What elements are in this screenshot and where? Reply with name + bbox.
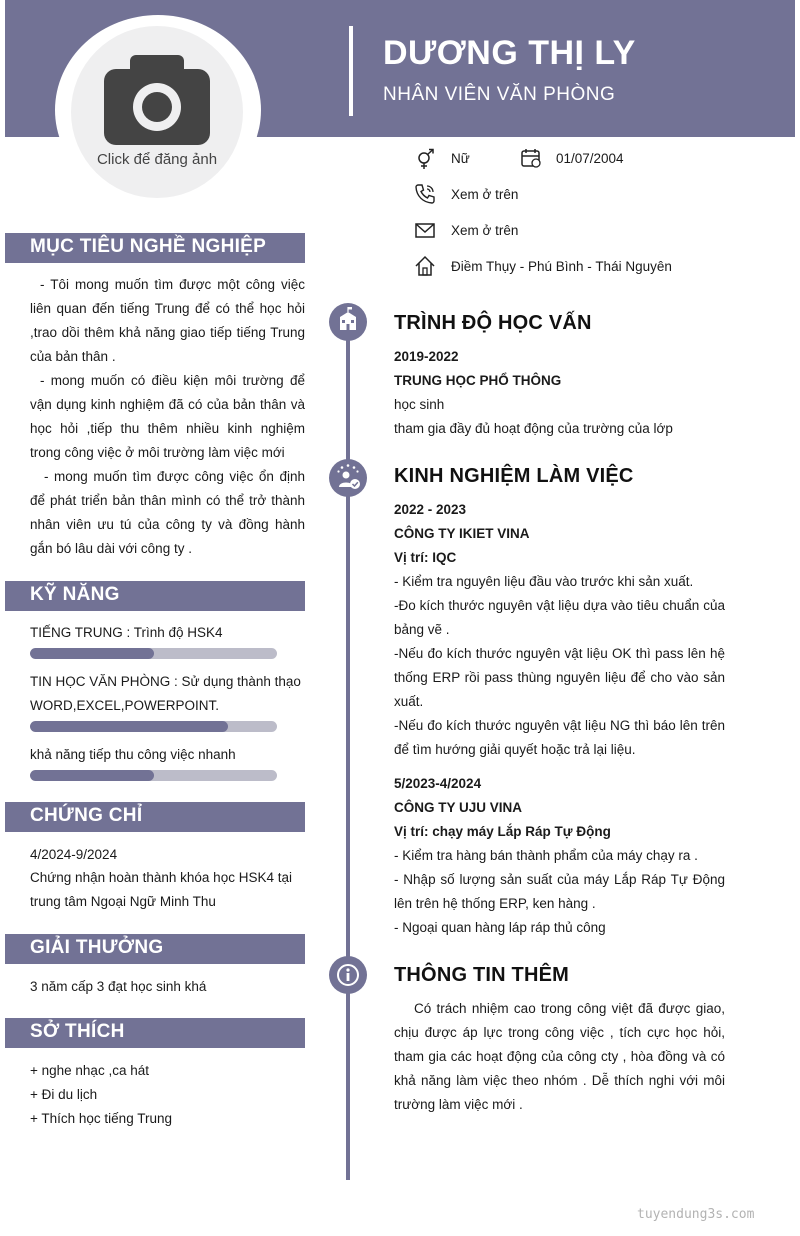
- additional-info-text: Có trách nhiệm cao trong công việt đã được giao, chịu được áp lực trong công việc , tích cực học hỏi, tham gia các hoạt động của công cty , hòa đồng và có khả năng làm việc theo nhóm . Dễ thích nghi với môi trường làm việc mới .: [394, 1001, 725, 1112]
- job-position: Vị trí: IQC: [394, 550, 457, 565]
- birthday-value: 01/07/2004: [556, 151, 624, 166]
- certificates-heading-text: CHỨNG CHỈ: [30, 805, 143, 826]
- skills-heading-text: KỸ NĂNG: [30, 584, 120, 605]
- certificate-period: 4/2024-9/2024: [30, 847, 118, 862]
- hobby-item: + nghe nhạc ,ca hát: [30, 1063, 149, 1078]
- experience-icon: [329, 459, 367, 497]
- camera-icon[interactable]: [104, 55, 210, 145]
- skill-bar: [30, 721, 277, 732]
- education-school: TRUNG HỌC PHỔ THÔNG: [394, 373, 562, 388]
- gender-icon: [414, 148, 436, 170]
- job-company: CÔNG TY IKIET VINA: [394, 526, 530, 541]
- job-duty: -Đo kích thước nguyên vật liệu dựa vào tiêu chuẩn của bảng vẽ .: [394, 598, 725, 637]
- hobby-item: + Đi du lịch: [30, 1087, 98, 1102]
- timeline-line: [346, 316, 350, 1180]
- objective-paragraph-1: - Tôi mong muốn tìm được một công việc liên quan đến tiếng Trung để có thể học hỏi ,trao dồi thêm khả năng giao tiếp tiếng Trung của bản thân .: [30, 277, 305, 364]
- gender-value: Nữ: [451, 151, 470, 166]
- watermark: tuyendung3s.com: [637, 1207, 755, 1222]
- photo-caption[interactable]: Click để đăng ảnh: [96, 151, 218, 168]
- education-detail: tham gia đầy đủ hoạt động của trường của lớp: [394, 421, 673, 436]
- skill-bar-fill: [30, 770, 154, 781]
- awards-heading: [5, 934, 305, 964]
- job-position: Vị trí: chạy máy Lắp Ráp Tự Động: [394, 824, 611, 839]
- skill-label: khả năng tiếp thu công việc nhanh: [30, 747, 236, 762]
- education-role: học sinh: [394, 397, 445, 412]
- hobby-item: + Thích học tiếng Trung: [30, 1111, 172, 1126]
- skill-bar-fill: [30, 648, 154, 659]
- email-icon: [414, 220, 436, 242]
- awards-heading-text: GIẢI THƯỞNG: [30, 937, 164, 958]
- skill-bar: [30, 770, 277, 781]
- school-icon: [329, 303, 367, 341]
- job-duty: - Ngoại quan hàng láp ráp thủ công: [394, 920, 606, 935]
- name-divider: [349, 26, 353, 116]
- phone-icon: [414, 183, 436, 205]
- skill-bar: [30, 648, 277, 659]
- certificates-heading: [5, 802, 305, 832]
- job-duty: -Nếu đo kích thước nguyên vật liệu NG thì báo lên trên để tìm hướng giải quyết hoặc trả lại liệu.: [394, 718, 725, 757]
- job-duty: - Nhập số lượng sản suất của máy Lắp Ráp Tự Động lên trên hệ thống ERP, ken hàng .: [394, 872, 725, 911]
- skill-label: TIN HỌC VĂN PHÒNG : Sử dụng thành thạo WORD,EXCEL,POWERPOINT.: [30, 674, 301, 713]
- skill-bar-fill: [30, 721, 228, 732]
- objective-paragraph-2: - mong muốn có điều kiện môi trường để vận dụng kinh nghiệm đã có của bản thân và học hỏi ,tiếp thu thêm nhiều kinh nghiệm trong công việc ở môi trường làm việc mới: [30, 373, 305, 460]
- education-period: 2019-2022: [394, 349, 459, 364]
- skills-heading: [5, 581, 305, 611]
- calendar-icon: [520, 147, 542, 169]
- job-period: 5/2023-4/2024: [394, 776, 482, 791]
- job-title: NHÂN VIÊN VĂN PHÒNG: [383, 84, 616, 105]
- job-duty: - Kiểm tra nguyên liệu đầu vào trước khi sản xuất.: [394, 574, 694, 589]
- info-icon: [329, 956, 367, 994]
- objective-heading-text: MỤC TIÊU NGHỀ NGHIỆP: [30, 236, 267, 257]
- hobbies-heading-text: SỞ THÍCH: [30, 1021, 125, 1042]
- skill-label: TIẾNG TRUNG : Trình độ HSK4: [30, 625, 223, 640]
- certificate-description: Chứng nhận hoàn thành khóa học HSK4 tại trung tâm Ngoại Ngữ Minh Thu: [30, 870, 292, 909]
- hobbies-heading: [5, 1018, 305, 1048]
- education-heading: TRÌNH ĐỘ HỌC VẤN: [394, 312, 592, 334]
- objective-heading: [5, 233, 305, 263]
- objective-paragraph-3: - mong muốn tìm được công việc ổn định để phát triển bản thân mình có thể trở thành nhân viên ưu tú của công ty và đồng hành gắn bó lâu dài với công ty .: [30, 469, 305, 556]
- additional-info-heading: THÔNG TIN THÊM: [394, 964, 570, 986]
- phone-value: Xem ở trên: [451, 187, 519, 202]
- experience-heading: KINH NGHIỆM LÀM VIỆC: [394, 465, 634, 487]
- job-company: CÔNG TY UJU VINA: [394, 800, 523, 815]
- email-value: Xem ở trên: [451, 223, 519, 238]
- job-duty: - Kiểm tra hàng bán thành phẩm của máy chạy ra .: [394, 848, 698, 863]
- candidate-name: DƯƠNG THỊ LY: [383, 34, 636, 72]
- job-duty: -Nếu đo kích thước nguyên vật liệu OK thì pass lên hệ thống ERP rồi pass thùng nguyên liệu để cho vào sản xuất.: [394, 646, 725, 709]
- address-value: Điềm Thụy - Phú Bình - Thái Nguyên: [451, 259, 672, 274]
- job-period: 2022 - 2023: [394, 502, 467, 517]
- home-icon: [414, 255, 436, 277]
- award-text: 3 năm cấp 3 đạt học sinh khá: [30, 979, 207, 994]
